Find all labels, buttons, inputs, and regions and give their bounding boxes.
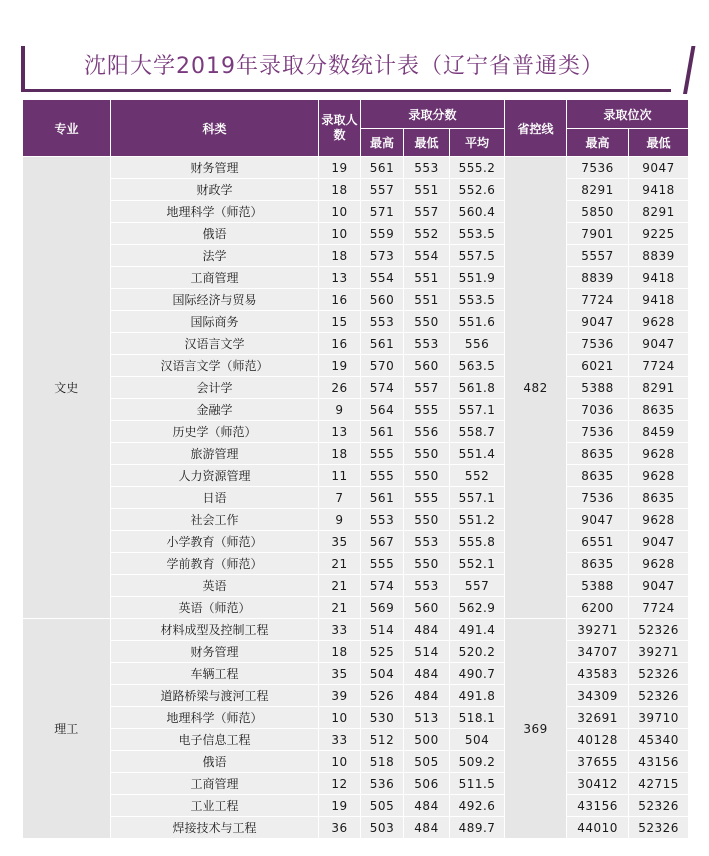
score-min-cell: 550 [404,311,450,333]
score-max-cell: 553 [361,311,404,333]
rank-max-cell: 8291 [567,179,629,201]
major-cell: 理工 [23,619,111,839]
score-max-cell: 574 [361,377,404,399]
rank-max-cell: 7536 [567,333,629,355]
score-avg-cell: 553.5 [450,223,505,245]
score-avg-cell: 557.5 [450,245,505,267]
rank-max-cell: 8839 [567,267,629,289]
score-min-cell: 505 [404,751,450,773]
subject-cell: 会计学 [111,377,319,399]
count-cell: 21 [319,553,361,575]
count-cell: 13 [319,421,361,443]
score-avg-cell: 489.7 [450,817,505,839]
score-avg-cell: 552.1 [450,553,505,575]
header-subject: 科类 [111,100,319,157]
count-cell: 7 [319,487,361,509]
count-cell: 16 [319,289,361,311]
score-avg-cell: 557.1 [450,487,505,509]
score-avg-cell: 560.4 [450,201,505,223]
score-max-cell: 573 [361,245,404,267]
score-min-cell: 554 [404,245,450,267]
rank-max-cell: 6200 [567,597,629,619]
score-min-cell: 557 [404,377,450,399]
count-cell: 19 [319,157,361,179]
rank-min-cell: 7724 [629,597,689,619]
rank-min-cell: 9047 [629,575,689,597]
count-cell: 18 [319,443,361,465]
score-min-cell: 550 [404,509,450,531]
count-cell: 10 [319,201,361,223]
score-max-cell: 567 [361,531,404,553]
score-avg-cell: 557.1 [450,399,505,421]
count-cell: 18 [319,245,361,267]
score-avg-cell: 556 [450,333,505,355]
score-max-cell: 561 [361,333,404,355]
page-title: 沈阳大学2019年录取分数统计表（辽宁省普通类） [84,54,604,79]
score-min-cell: 513 [404,707,450,729]
subject-cell: 工业工程 [111,795,319,817]
score-max-cell: 559 [361,223,404,245]
rank-max-cell: 6551 [567,531,629,553]
subject-cell: 金融学 [111,399,319,421]
score-max-cell: 503 [361,817,404,839]
subject-cell: 俄语 [111,751,319,773]
score-avg-cell: 558.7 [450,421,505,443]
rank-min-cell: 8459 [629,421,689,443]
table-row [23,377,689,399]
table-row [23,795,689,817]
count-cell: 36 [319,817,361,839]
score-max-cell: 557 [361,179,404,201]
rank-max-cell: 7536 [567,487,629,509]
count-cell: 13 [319,267,361,289]
count-cell: 10 [319,707,361,729]
score-max-cell: 555 [361,443,404,465]
rank-min-cell: 8291 [629,377,689,399]
table-row [23,509,689,531]
score-min-cell: 560 [404,597,450,619]
count-cell: 21 [319,575,361,597]
rank-max-cell: 5850 [567,201,629,223]
score-min-cell: 553 [404,157,450,179]
score-min-cell: 551 [404,267,450,289]
count-cell: 19 [319,795,361,817]
header-count: 录取人数 [319,100,361,157]
subject-cell: 国际经济与贸易 [111,289,319,311]
count-cell: 33 [319,729,361,751]
rank-max-cell: 30412 [567,773,629,795]
table-row [23,531,689,553]
table-row [23,421,689,443]
score-max-cell: 518 [361,751,404,773]
score-avg-cell: 552 [450,465,505,487]
count-cell: 18 [319,179,361,201]
header-rank-max: 最高 [567,129,629,157]
rank-max-cell: 5557 [567,245,629,267]
header-score-group: 录取分数 [361,100,505,129]
score-max-cell: 530 [361,707,404,729]
count-cell: 16 [319,333,361,355]
score-min-cell: 514 [404,641,450,663]
subject-cell: 英语（师范） [111,597,319,619]
table-row [23,399,689,421]
subject-cell: 财务管理 [111,157,319,179]
rank-min-cell: 7724 [629,355,689,377]
subject-cell: 俄语 [111,223,319,245]
count-cell: 39 [319,685,361,707]
score-min-cell: 552 [404,223,450,245]
rank-min-cell: 39271 [629,641,689,663]
table-row [23,729,689,751]
rank-max-cell: 7536 [567,421,629,443]
subject-cell: 小学教育（师范） [111,531,319,553]
table-row [23,487,689,509]
table-row [23,267,689,289]
score-min-cell: 484 [404,619,450,641]
rank-min-cell: 9047 [629,333,689,355]
score-max-cell: 504 [361,663,404,685]
score-min-cell: 550 [404,553,450,575]
count-cell: 21 [319,597,361,619]
table-row [23,443,689,465]
rank-min-cell: 9225 [629,223,689,245]
score-max-cell: 560 [361,289,404,311]
rank-max-cell: 43583 [567,663,629,685]
score-max-cell: 505 [361,795,404,817]
rank-max-cell: 9047 [567,509,629,531]
score-max-cell: 571 [361,201,404,223]
rank-max-cell: 8635 [567,553,629,575]
score-max-cell: 561 [361,157,404,179]
rank-min-cell: 8291 [629,201,689,223]
score-max-cell: 561 [361,487,404,509]
rank-max-cell: 43156 [567,795,629,817]
subject-cell: 国际商务 [111,311,319,333]
score-max-cell: 553 [361,509,404,531]
rank-min-cell: 42715 [629,773,689,795]
score-avg-cell: 562.9 [450,597,505,619]
score-max-cell: 570 [361,355,404,377]
rank-min-cell: 9418 [629,289,689,311]
score-max-cell: 536 [361,773,404,795]
score-min-cell: 553 [404,333,450,355]
score-min-cell: 560 [404,355,450,377]
subject-cell: 财务管理 [111,641,319,663]
count-cell: 9 [319,509,361,531]
rank-max-cell: 8635 [567,443,629,465]
score-max-cell: 554 [361,267,404,289]
score-avg-cell: 552.6 [450,179,505,201]
rank-max-cell: 34707 [567,641,629,663]
score-min-cell: 506 [404,773,450,795]
control-line-cell: 482 [505,157,567,619]
rank-max-cell: 39271 [567,619,629,641]
count-cell: 26 [319,377,361,399]
score-avg-cell: 504 [450,729,505,751]
rank-min-cell: 9047 [629,531,689,553]
score-min-cell: 484 [404,817,450,839]
score-avg-cell: 561.8 [450,377,505,399]
table-row [23,465,689,487]
rank-min-cell: 52326 [629,619,689,641]
score-avg-cell: 563.5 [450,355,505,377]
score-min-cell: 550 [404,443,450,465]
subject-cell: 地理科学（师范） [111,707,319,729]
score-avg-cell: 551.4 [450,443,505,465]
rank-min-cell: 39710 [629,707,689,729]
table-row [23,311,689,333]
table-row [23,685,689,707]
rank-min-cell: 43156 [629,751,689,773]
subject-cell: 材料成型及控制工程 [111,619,319,641]
score-avg-cell: 551.2 [450,509,505,531]
table-row [23,773,689,795]
header-rank-min: 最低 [629,129,689,157]
subject-cell: 电子信息工程 [111,729,319,751]
score-avg-cell: 490.7 [450,663,505,685]
score-avg-cell: 555.8 [450,531,505,553]
score-min-cell: 557 [404,201,450,223]
count-cell: 12 [319,773,361,795]
table-row [23,707,689,729]
table-row [23,223,689,245]
score-max-cell: 574 [361,575,404,597]
count-cell: 9 [319,399,361,421]
score-min-cell: 484 [404,685,450,707]
score-min-cell: 553 [404,531,450,553]
score-avg-cell: 491.8 [450,685,505,707]
score-min-cell: 553 [404,575,450,597]
score-avg-cell: 551.9 [450,267,505,289]
rank-max-cell: 6021 [567,355,629,377]
score-max-cell: 514 [361,619,404,641]
score-min-cell: 555 [404,487,450,509]
table-row [23,817,689,839]
score-min-cell: 550 [404,465,450,487]
rank-min-cell: 52326 [629,795,689,817]
subject-cell: 法学 [111,245,319,267]
rank-max-cell: 5388 [567,575,629,597]
rank-max-cell: 8635 [567,465,629,487]
score-avg-cell: 511.5 [450,773,505,795]
score-max-cell: 561 [361,421,404,443]
rank-max-cell: 7536 [567,157,629,179]
score-max-cell: 526 [361,685,404,707]
header-score-avg: 平均 [450,129,505,157]
count-cell: 35 [319,663,361,685]
rank-min-cell: 8635 [629,487,689,509]
count-cell: 35 [319,531,361,553]
subject-cell: 人力资源管理 [111,465,319,487]
rank-min-cell: 52326 [629,817,689,839]
rank-min-cell: 52326 [629,685,689,707]
score-min-cell: 551 [404,179,450,201]
score-max-cell: 555 [361,553,404,575]
rank-max-cell: 32691 [567,707,629,729]
subject-cell: 车辆工程 [111,663,319,685]
rank-max-cell: 9047 [567,311,629,333]
score-avg-cell: 509.2 [450,751,505,773]
title-frame-slash [683,46,695,94]
score-avg-cell: 520.2 [450,641,505,663]
table-row [23,201,689,223]
rank-min-cell: 9628 [629,311,689,333]
score-min-cell: 556 [404,421,450,443]
count-cell: 15 [319,311,361,333]
subject-cell: 社会工作 [111,509,319,531]
table-row [23,641,689,663]
table-body [23,157,689,839]
table-row [23,575,689,597]
rank-max-cell: 34309 [567,685,629,707]
count-cell: 18 [319,641,361,663]
subject-cell: 日语 [111,487,319,509]
score-avg-cell: 553.5 [450,289,505,311]
subject-cell: 道路桥梁与渡河工程 [111,685,319,707]
control-line-cell: 369 [505,619,567,839]
score-avg-cell: 518.1 [450,707,505,729]
score-min-cell: 555 [404,399,450,421]
rank-min-cell: 8635 [629,399,689,421]
subject-cell: 旅游管理 [111,443,319,465]
rank-max-cell: 44010 [567,817,629,839]
score-min-cell: 500 [404,729,450,751]
table-row [23,157,689,179]
table-row [23,751,689,773]
subject-cell: 英语 [111,575,319,597]
score-max-cell: 564 [361,399,404,421]
subject-cell: 地理科学（师范） [111,201,319,223]
subject-cell: 工商管理 [111,267,319,289]
header-rank-group: 录取位次 [567,100,689,129]
table-row [23,355,689,377]
score-avg-cell: 557 [450,575,505,597]
rank-min-cell: 9628 [629,443,689,465]
subject-cell: 学前教育（师范） [111,553,319,575]
score-min-cell: 484 [404,663,450,685]
score-max-cell: 525 [361,641,404,663]
rank-max-cell: 7724 [567,289,629,311]
rank-max-cell: 40128 [567,729,629,751]
table-row [23,333,689,355]
rank-min-cell: 9628 [629,553,689,575]
score-avg-cell: 551.6 [450,311,505,333]
rank-min-cell: 8839 [629,245,689,267]
subject-cell: 汉语言文学（师范） [111,355,319,377]
rank-min-cell: 9628 [629,509,689,531]
header-score-min: 最低 [404,129,450,157]
score-min-cell: 551 [404,289,450,311]
rank-min-cell: 52326 [629,663,689,685]
rank-max-cell: 5388 [567,377,629,399]
subject-cell: 工商管理 [111,773,319,795]
count-cell: 33 [319,619,361,641]
rank-max-cell: 7036 [567,399,629,421]
table-row [23,553,689,575]
count-cell: 19 [319,355,361,377]
score-min-cell: 484 [404,795,450,817]
title-frame-bottom-line [21,89,671,92]
table-row [23,663,689,685]
table-row [23,289,689,311]
table-row [23,245,689,267]
score-max-cell: 512 [361,729,404,751]
rank-min-cell: 9047 [629,157,689,179]
rank-min-cell: 9418 [629,179,689,201]
header-control-line: 省控线 [505,100,567,157]
table-row [23,179,689,201]
score-avg-cell: 555.2 [450,157,505,179]
count-cell: 10 [319,751,361,773]
rank-max-cell: 7901 [567,223,629,245]
table-row [23,619,689,641]
score-avg-cell: 492.6 [450,795,505,817]
count-cell: 11 [319,465,361,487]
score-avg-cell: 491.4 [450,619,505,641]
table-row [23,597,689,619]
header-major: 专业 [23,100,111,157]
major-cell: 文史 [23,157,111,619]
rank-max-cell: 37655 [567,751,629,773]
rank-min-cell: 9418 [629,267,689,289]
subject-cell: 财政学 [111,179,319,201]
score-max-cell: 555 [361,465,404,487]
score-max-cell: 569 [361,597,404,619]
subject-cell: 历史学（师范） [111,421,319,443]
count-cell: 10 [319,223,361,245]
subject-cell: 焊接技术与工程 [111,817,319,839]
admission-table [22,99,689,839]
rank-min-cell: 9628 [629,465,689,487]
header-score-max: 最高 [361,129,404,157]
rank-min-cell: 45340 [629,729,689,751]
subject-cell: 汉语言文学 [111,333,319,355]
